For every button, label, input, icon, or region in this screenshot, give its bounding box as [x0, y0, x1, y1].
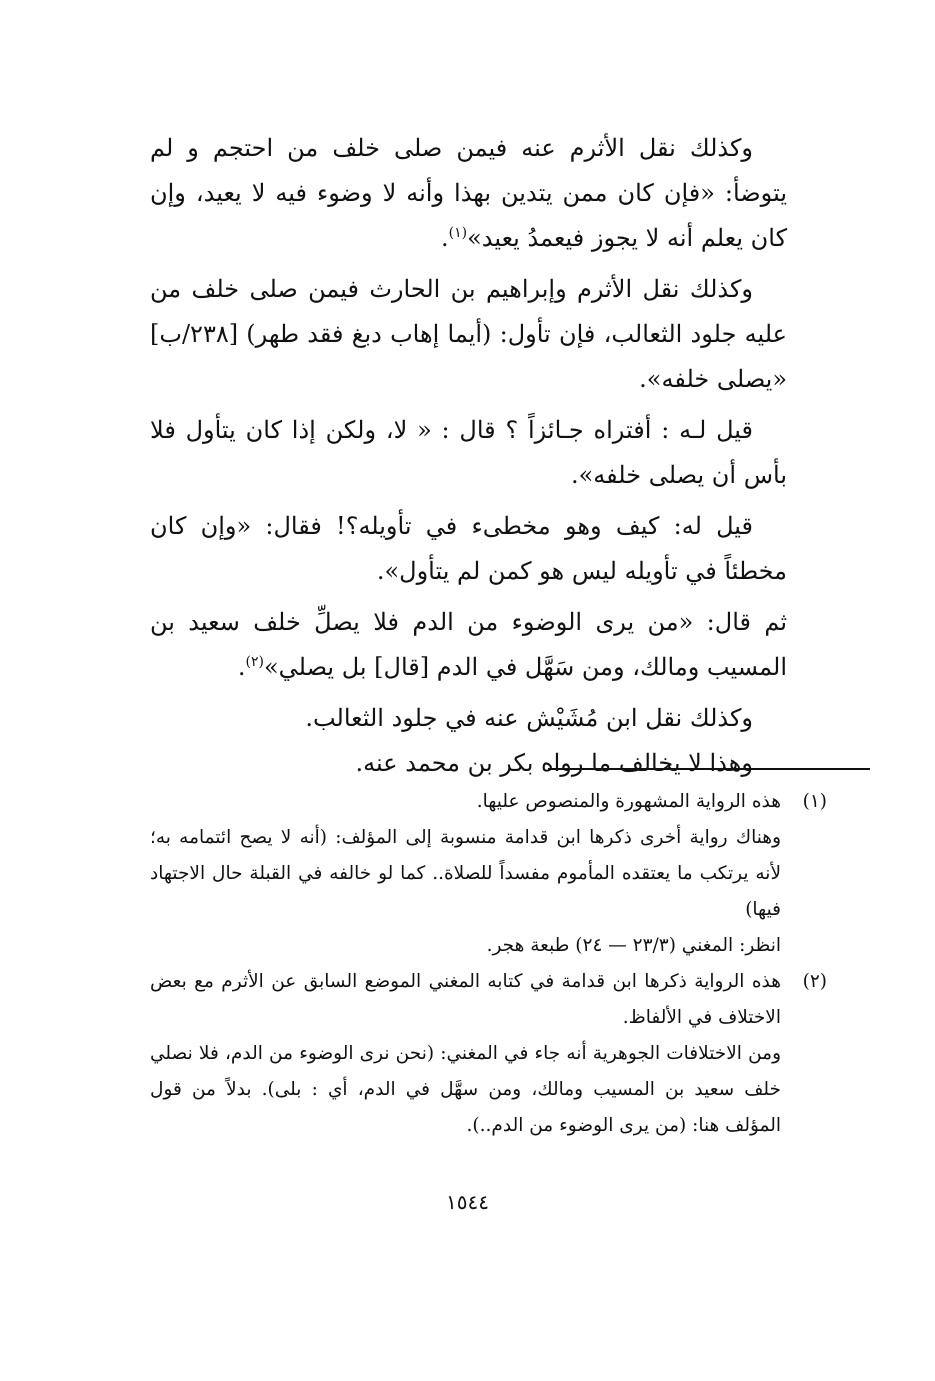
- paragraph-1-end: .: [440, 224, 449, 252]
- footnote-number: (١): [802, 791, 827, 812]
- paragraph-2: وكذلك نقل الأثرم وإبراهيم بن الحارث فيمن صلى خلف من عليه جلود الثعالب، فإن تأول: (أيما إهاب دبغ فقد طهر) [٢٣٨/ب] «يصلى خلفه».: [150, 275, 787, 393]
- paragraph-6: وكذلك نقل ابن مُشَيْش عنه في جلود الثعالب.: [305, 704, 753, 732]
- footnote-line: انظر: المغني (٢٣/٣ — ٢٤) طبعة هجر.: [486, 935, 781, 956]
- footnote-2: [150, 964, 827, 1144]
- footnote-line: وهناك رواية أخرى ذكرها ابن قدامة منسوبة إلى المؤلف: (أنه لا يصح ائتمامه به؛ لأنه يرتكب ما يعتقده المأموم مفسداً للصلاة.. كما لو خالفه في القبلة حال الاجتهاد فيها): [150, 827, 781, 920]
- footnotes: [150, 784, 827, 1144]
- footnote-line: ومن الاختلافات الجوهرية أنه جاء في المغني: (نحن نرى الوضوء من الدم، فلا نصلي خلف سعيد بن المسيب ومالك، ومن سهَّل في الدم، أي : بلى). بدلاً من قول المؤلف هنا: (من يرى الوضوء من الدم..).: [150, 1043, 781, 1136]
- paragraph-5-end: .: [237, 653, 246, 681]
- main-text: [150, 126, 787, 786]
- paragraph-7: وهذا لا يخالف ما رواه بكر بن محمد عنه.: [355, 749, 753, 777]
- paragraph-4: قيل له: كيف وهو مخطىء في تأويله؟! فقال: «وإن كان مخطئاً في تأويله ليس هو كمن لم يتأول».: [150, 512, 787, 585]
- page-number: ١٥٤٤: [446, 1190, 489, 1214]
- footnote-body: [150, 964, 781, 1144]
- footnote-line: هذه الرواية ذكرها ابن قدامة في كتابه المغني الموضع السابق عن الأثرم مع بعض الاختلاف في الألفاظ.: [150, 971, 781, 1028]
- footnote-number: (٢): [802, 971, 827, 992]
- footnote-separator: [548, 768, 870, 770]
- footnote-ref-1[interactable]: (١): [448, 225, 468, 241]
- paragraph-3: قيل لـه : أفتراه جـائزاً ؟ قال : « لا، ولكن إذا كان يتأول فلا بأس أن يصلى خلفه».: [150, 416, 787, 489]
- footnote-1: [150, 784, 827, 964]
- paragraph-1-text: وكذلك نقل الأثرم عنه فيمن صلى خلف من احتجم و لم يتوضأ: «فإن كان ممن يتدين بهذا وأنه لا وضوء فيه لا يعيد، وإن كان يعلم أنه لا يجوز فيعمدُ يعيد»: [150, 134, 787, 252]
- paragraph-1: [150, 126, 787, 261]
- footnote-line: هذه الرواية المشهورة والمنصوص عليها.: [476, 791, 781, 812]
- footnote-ref-2[interactable]: (٢): [245, 654, 264, 670]
- paragraph-5: [150, 600, 787, 690]
- footnote-body: [150, 784, 781, 964]
- paragraph-5-text: ثم قال: «من يرى الوضوء من الدم فلا يصلِّ خلف سعيد بن المسيب ومالك، ومن سَهَّل في الدم [قال] بل يصلي»: [150, 608, 787, 681]
